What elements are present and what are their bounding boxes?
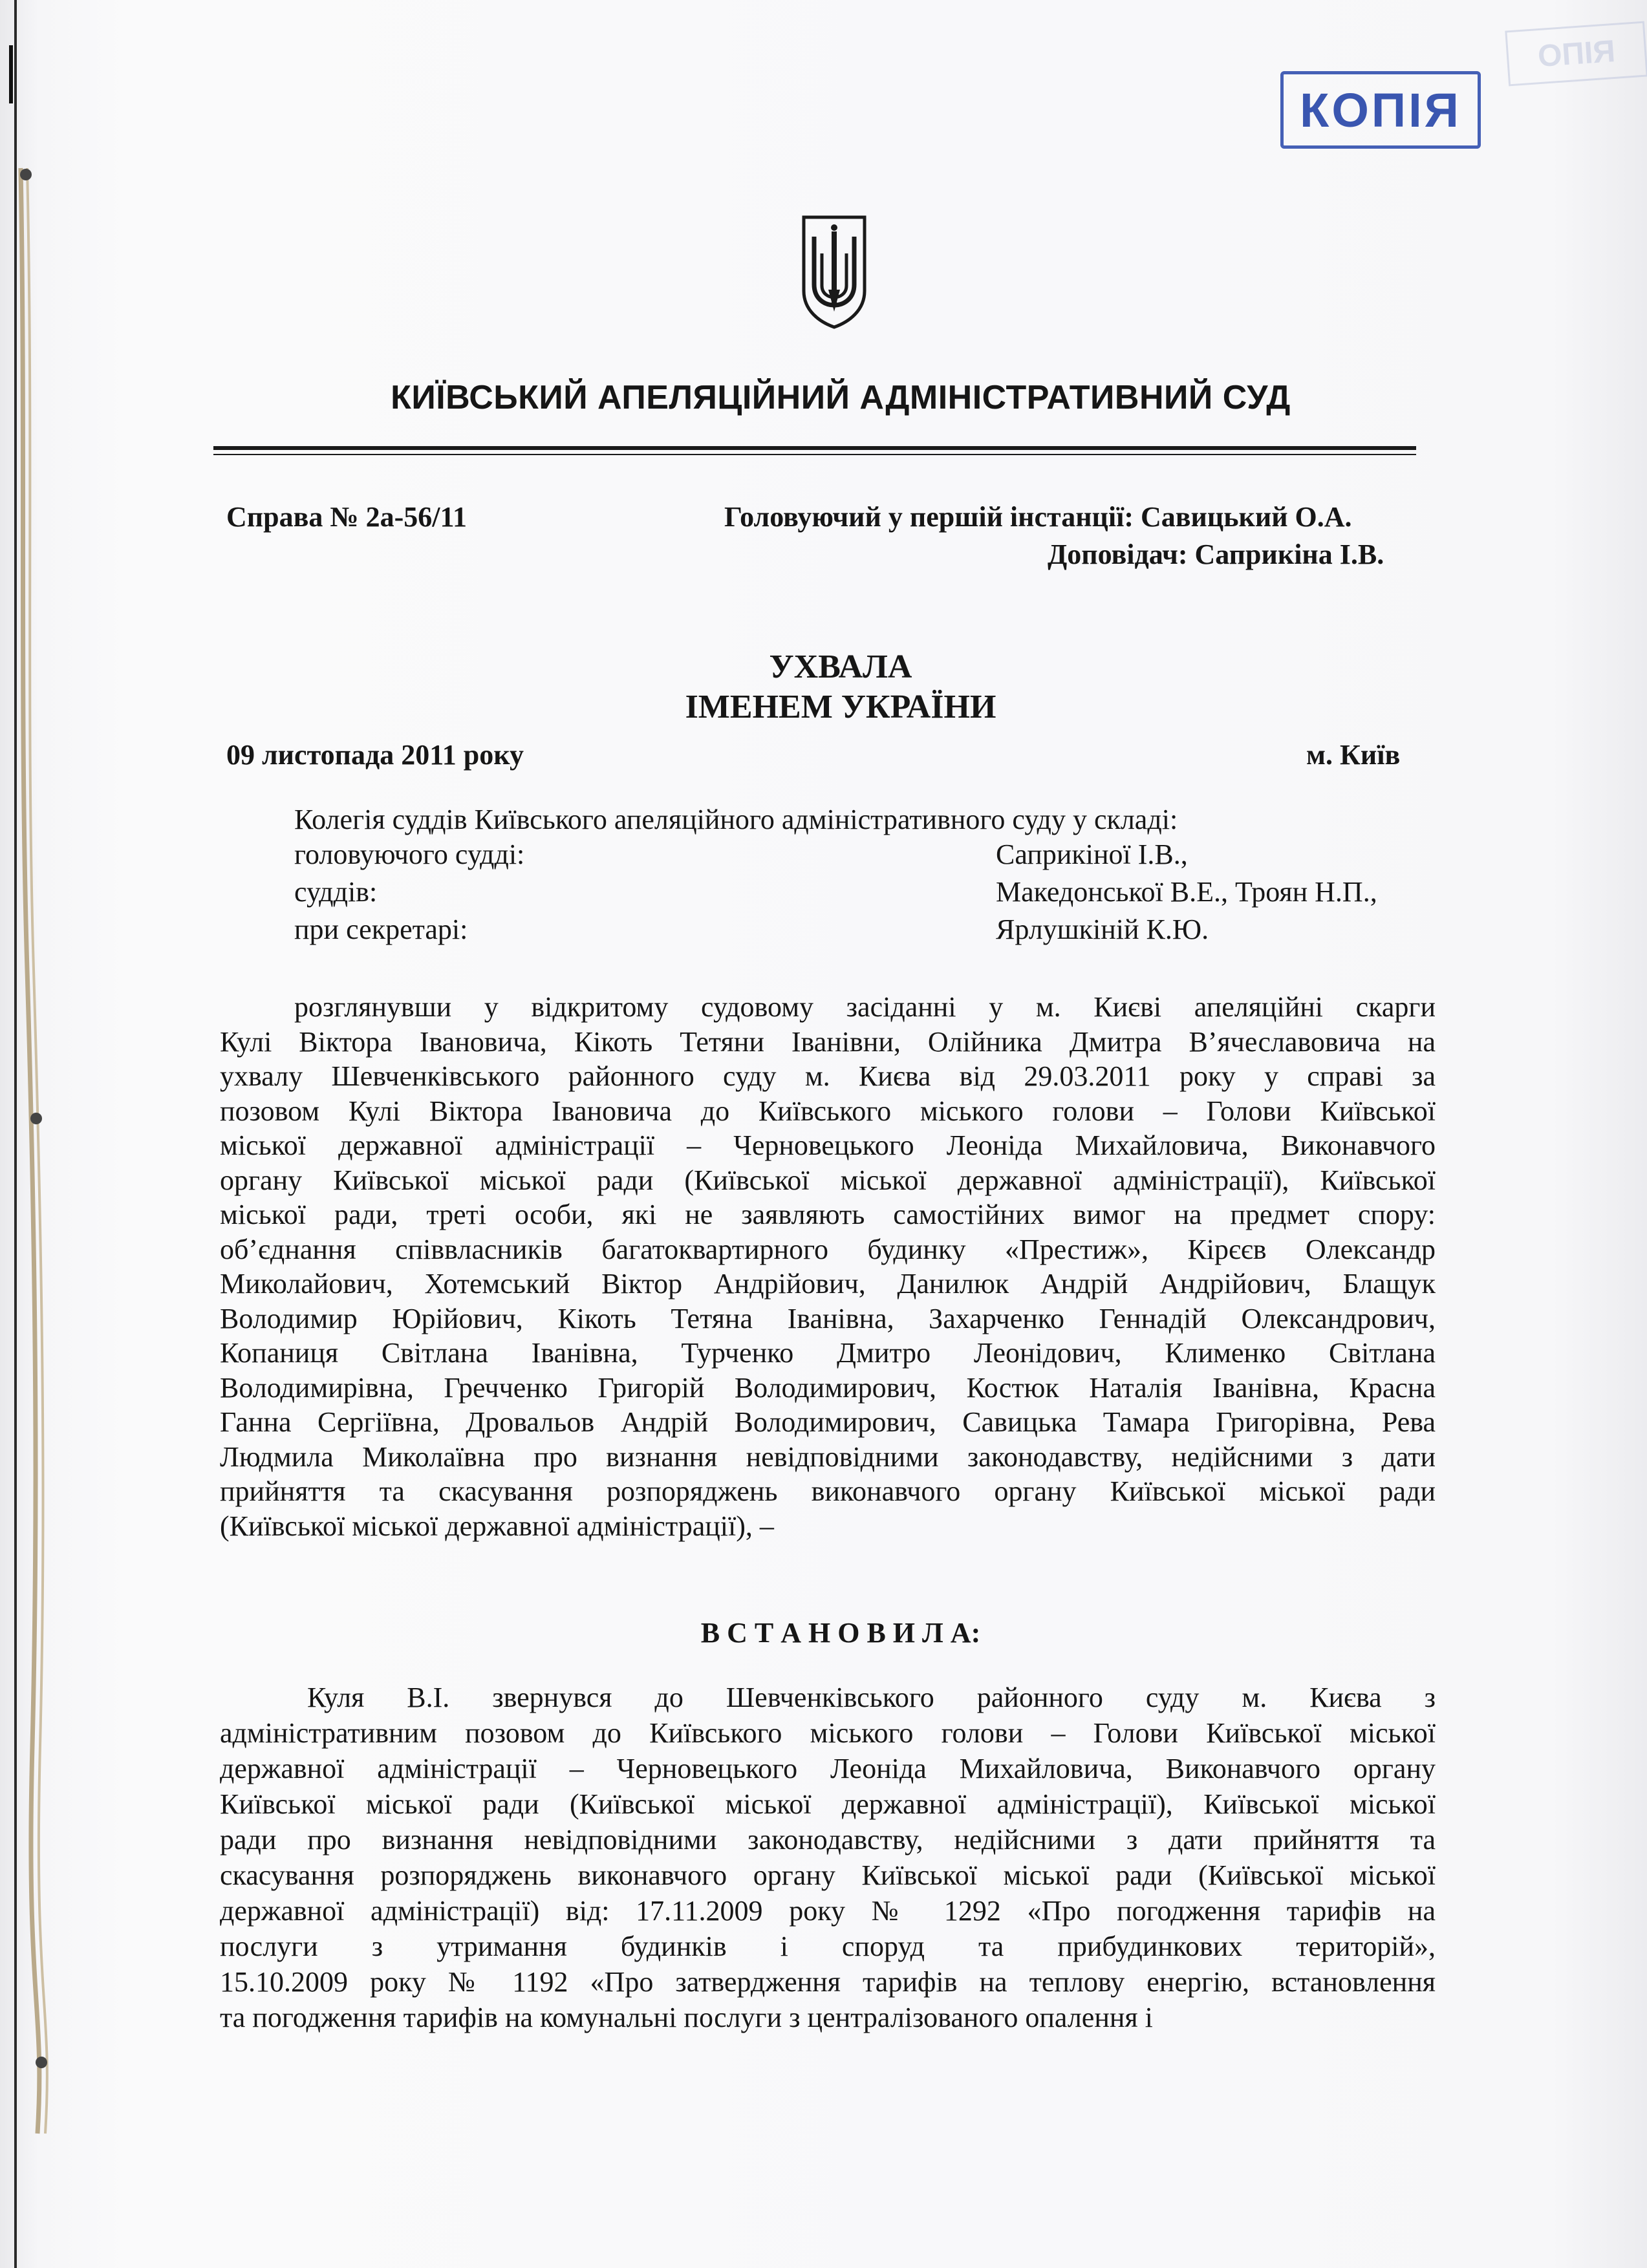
text-line: Кулі Віктора Івановича, Кікоть Тетяни Іванівни, Олійника Дмитра В’ячеславовича на [220,1025,1436,1058]
text-line: ради про визнання невідповідними законодавству, недійсними з дати прийняття та [220,1824,1436,1856]
text-line: державної адміністрації – Черновецького Леоніда Михайловича, Виконавчого органу [220,1753,1436,1784]
text-line: міської ради, треті особи, які не заявляють самостійних вимог на предмет спору: [220,1199,1436,1230]
binding-thread [0,0,91,2268]
presiding-label: головуючого судді: [294,839,525,870]
text-line: Миколайович, Хотемський Віктор Андрійович, Данилюк Андрій Андрійович, Блащук [220,1268,1436,1300]
header-rule-thin [213,454,1416,455]
text-line: (Київської міської державної адміністрації), – [220,1510,774,1542]
text-line: Людмила Миколаївна про визнання невідповідними законодавству, недійсними з дати [220,1440,1436,1473]
judges-value: Македонської В.Е., Троян Н.П., [996,876,1377,908]
rapporteur: Доповідач: Саприкіна І.В. [1048,539,1384,570]
secretary-value: Ярлушкіній К.Ю. [996,914,1209,945]
text-line: Київської міської ради (Київської міської державної адміністрації), Київської міської [220,1788,1436,1820]
ruling-date: 09 листопада 2011 року [226,739,524,771]
text-line: органу Київської міської ради (Київської міської державної адміністрації), Київської [220,1164,1436,1196]
text-line: Куля В.І. звернувся до Шевченківського районного суду м. Києва з [307,1682,1436,1713]
text-line: послуги з утримання будинків і споруд та прибудинкових територій», [220,1931,1436,1962]
text-line: прийняття та скасування розпоряджень виконавчого органу Київської міської ради [220,1475,1436,1507]
text-line: та погодження тарифів на комунальні послуги з централізованого опалення і [220,2002,1153,2033]
trident-emblem-icon [799,213,870,330]
text-line: державної адміністрації) від: 17.11.2009 року № 1292 «Про погодження тарифів на [220,1895,1436,1927]
text-line: 15.10.2009 року № 1192 «Про затвердження тарифів на теплову енергію, встановлення [220,1966,1436,1998]
case-number: Справа № 2а-56/11 [226,501,468,533]
text-line: ухвалу Шевченківського районного суду м. Києва від 29.03.2011 року у справі за [220,1060,1436,1092]
presiding-value: Саприкіної І.В., [996,839,1188,870]
text-line: Володимирівна, Гречченко Григорій Володимирович, Костюк Наталія Іванівна, Красна [220,1371,1436,1404]
text-line: Ганна Сергіївна, Дровальов Андрій Володимирович, Савицька Тамара Григорівна, Рева [220,1406,1436,1438]
faint-stamp-mark: ОПІЯ [1505,21,1647,87]
text-line: Володимир Юрійович, Кікоть Тетяна Іванівна, Захарченко Геннадій Олександрович, [220,1302,1436,1334]
court-name-heading: КИЇВСЬКИЙ АПЕЛЯЦІЙНИЙ АДМІНІСТРАТИВНИЙ СУД [391,379,1291,416]
secretary-label: при секретарі: [294,914,468,945]
text-line: об’єднання співвласників багатоквартирного будинку «Престиж», Кірєєв Олександр [220,1233,1436,1265]
copy-stamp: КОПІЯ [1280,71,1481,149]
established-heading: В С Т А Н О В И Л А: [700,1617,981,1649]
text-line: адміністративним позовом до Київського міського голови – Голови Київської міської [220,1717,1436,1749]
text-line: міської державної адміністрації – Черновецького Леоніда Михайловича, Виконавчого [220,1129,1436,1161]
text-line: позовом Кулі Віктора Івановича до Київського міського голови – Голови Київської [220,1095,1436,1127]
ruling-place: м. Київ [1306,739,1401,771]
header-rule [213,446,1416,450]
text-line: Копаниця Світлана Іванівна, Турченко Дмитро Леонідович, Клименко Світлана [220,1337,1436,1369]
ruling-title: УХВАЛА [769,648,912,685]
first-instance-judge: Головуючий у першій інстанції: Савицький О.А. [724,501,1352,533]
panel-intro: Колегія суддів Київського апеляційного адміністративного суду у складі: [294,804,1178,835]
judges-label: суддів: [294,876,378,908]
bleed-through-text [110,110,1571,1856]
text-line: розглянувши у відкритому судовому засіданні у м. Києві апеляційні скарги [294,991,1436,1023]
ruling-subtitle: ІМЕНЕМ УКРАЇНИ [685,689,996,725]
text-line: скасування розпоряджень виконавчого органу Київської міської ради (Київської міської [220,1859,1436,1891]
